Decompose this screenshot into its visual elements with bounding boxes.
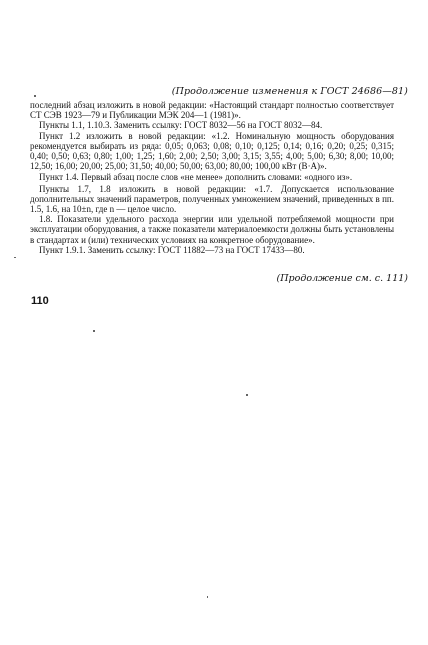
paragraph-6: 1.8. Показатели удельного расхода энергии или удельной потребляемой мощности при эксплуатации оборудования, а также показатели материалоемкости должны быть установлены в стандартах и (или) технических условиях на конкретное оборудование». (30, 214, 394, 245)
paragraph-3: Пункт 1.2 изложить в новой редакции: «1.2. Номинальную мощность оборудования рекомендуется выбирать из ряда: 0,05; 0,063; 0,08; 0,10; 0,125; 0,14; 0,16; 0,20; 0,25; 0,315; 0,40; 0,50; 0,63; 0,80; 1,00; 1,25; 1,60; 2,00; 2,50; 3,00; 3,15; 3,55; 4,00; 5,00; 6,30; 8,00; 10,00; 12,50; 16,00; 20,00; 25,00; 31,50; 40,00; 50,00; 63,00; 80,00; 100,00 кВт (В·А)». (30, 130, 394, 172)
scan-speck (246, 394, 248, 396)
paragraph-4: Пункт 1.4. Первый абзац после слов «не менее» дополнить словами: «одного из». (39, 172, 353, 183)
scan-speck (93, 330, 95, 332)
scan-speck (207, 596, 208, 598)
paragraph-5: Пункты 1.7, 1.8 изложить в новой редакции: «1.7. Допускается использование дополнительных значений параметров, полученных умножением значений, приведенных в пп. 1.5, 1.6, на 10±n, где n — целое число. (30, 183, 394, 215)
paragraph-2: Пункты 1.1, 1.10.3. Заменить ссылку: ГОСТ 8032—56 на ГОСТ 8032—84. (39, 120, 323, 131)
body-text (30, 100, 394, 255)
page-number: 110 (31, 295, 49, 307)
paragraph-7: Пункт 1.9.1. Заменить ссылку: ГОСТ 11882—73 на ГОСТ 17433—80. (39, 244, 305, 255)
continuation-note: (Продолжение см. с. 111) (276, 273, 408, 284)
scan-speck (14, 257, 16, 258)
scan-speck (34, 95, 36, 97)
running-header: (Продолжение изменения к ГОСТ 24686—81) (171, 86, 408, 97)
paragraph-1: последний абзац изложить в новой редакции: «Настоящий стандарт полностью соответствует СТ СЭВ 1923—79 и Публикации МЭК 204—1 (1981)». (30, 100, 394, 121)
